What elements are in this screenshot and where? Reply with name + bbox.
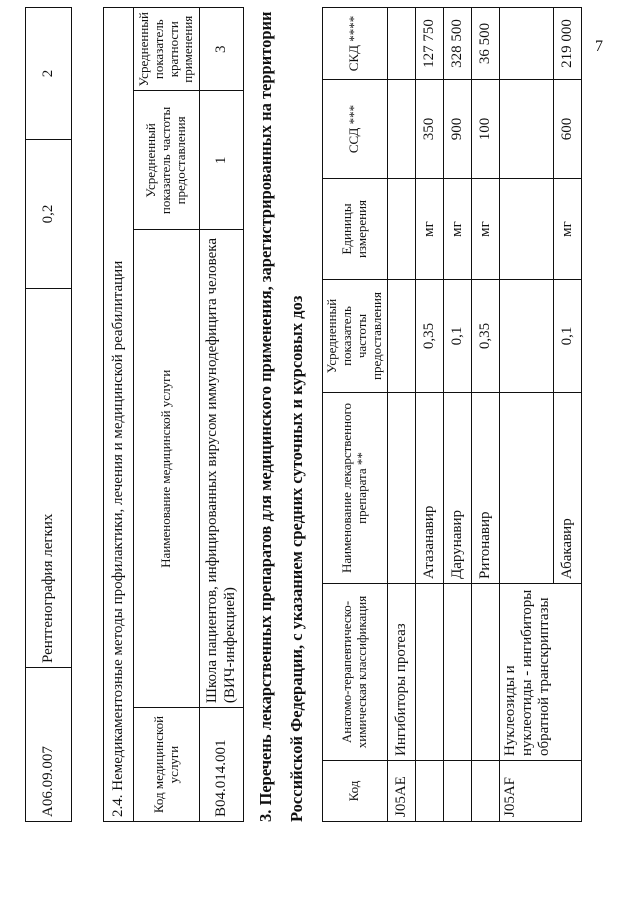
header-code: Код — [323, 761, 388, 822]
drug-unit: мг — [471, 179, 499, 280]
header-service-code: Код медицинской услуги — [134, 708, 200, 822]
table-row — [104, 8, 134, 822]
section-3-title-line1: 3. Перечень лекарственных препаратов для медицинского применения, зарегистрированных на территории — [256, 11, 275, 822]
table-header-row — [134, 8, 200, 822]
atc-group: Нуклеозиды и нуклеотиды - ингибиторы обратной транскриптазы — [499, 584, 581, 761]
frequency-value: 0,2 — [26, 140, 72, 289]
header-drug-name: Наименование лекарственного препарата ** — [323, 393, 388, 584]
service-name: Рентгенография легких — [26, 289, 72, 668]
frequency-value: 1 — [200, 91, 244, 230]
table-row — [499, 8, 553, 822]
drug-name: Дарунавир — [443, 393, 471, 584]
drug-skd: 328 500 — [443, 8, 471, 80]
section-3-title-line2: Российской Федерации, с указанием средних суточных и курсовых доз — [287, 295, 307, 822]
drug-table — [322, 7, 582, 822]
header-service-name: Наименование медицинской услуги — [134, 230, 200, 708]
multiplicity-value: 2 — [26, 8, 72, 140]
table-row — [443, 8, 471, 822]
header-frequency: Усредненный показатель частоты предоставления — [134, 91, 200, 230]
top-service-table — [25, 7, 72, 822]
drug-unit: мг — [443, 179, 471, 280]
multiplicity-value: 3 — [200, 8, 244, 91]
section-2-4-title: 2.4. Немедикаментозные методы профилактики, лечения и медицинской реабилитации — [104, 8, 134, 822]
section-3-heading — [250, 2, 313, 822]
header-atc: Анатомо-терапевтическо-химическая классификация — [323, 584, 388, 761]
drug-ssd: 600 — [553, 80, 581, 179]
section-2-4-table — [103, 7, 244, 822]
service-code: B04.014.001 — [200, 708, 244, 822]
page-number: 7 — [595, 38, 603, 55]
atc-group: Ингибиторы протеаз — [387, 584, 415, 761]
drug-unit: мг — [415, 179, 443, 280]
drug-frequency: 0,35 — [471, 280, 499, 393]
drug-ssd: 900 — [443, 80, 471, 179]
table-row — [200, 8, 244, 822]
drug-frequency: 0,1 — [443, 280, 471, 393]
table-row — [387, 8, 415, 822]
table-row — [26, 8, 72, 822]
drug-ssd: 350 — [415, 80, 443, 179]
header-multiplicity: Усредненный показатель кратности применения — [134, 8, 200, 91]
service-code: A06.09.007 — [26, 668, 72, 822]
drug-frequency: 0,35 — [415, 280, 443, 393]
drug-frequency: 0,1 — [553, 280, 581, 393]
drug-name: Атазанавир — [415, 393, 443, 584]
drug-unit: мг — [553, 179, 581, 280]
table-row — [415, 8, 443, 822]
header-ssd: ССД *** — [323, 80, 388, 179]
table-row — [471, 8, 499, 822]
atc-code: J05AE — [387, 761, 415, 822]
header-unit: Единицы измерения — [323, 179, 388, 280]
header-frequency: Усредненный показатель частоты предоставления — [323, 280, 388, 393]
table-header-row — [323, 8, 388, 822]
service-name: Школа пациентов, инфицированных вирусом иммунодефицита человека (ВИЧ-инфекцией) — [200, 230, 244, 708]
drug-name: Абакавир — [553, 393, 581, 584]
drug-skd: 36 500 — [471, 8, 499, 80]
drug-skd: 127 750 — [415, 8, 443, 80]
header-skd: СКД **** — [323, 8, 388, 80]
atc-code: J05AF — [499, 761, 581, 822]
drug-name: Ритонавир — [471, 393, 499, 584]
drug-ssd: 100 — [471, 80, 499, 179]
drug-skd: 219 000 — [553, 8, 581, 80]
